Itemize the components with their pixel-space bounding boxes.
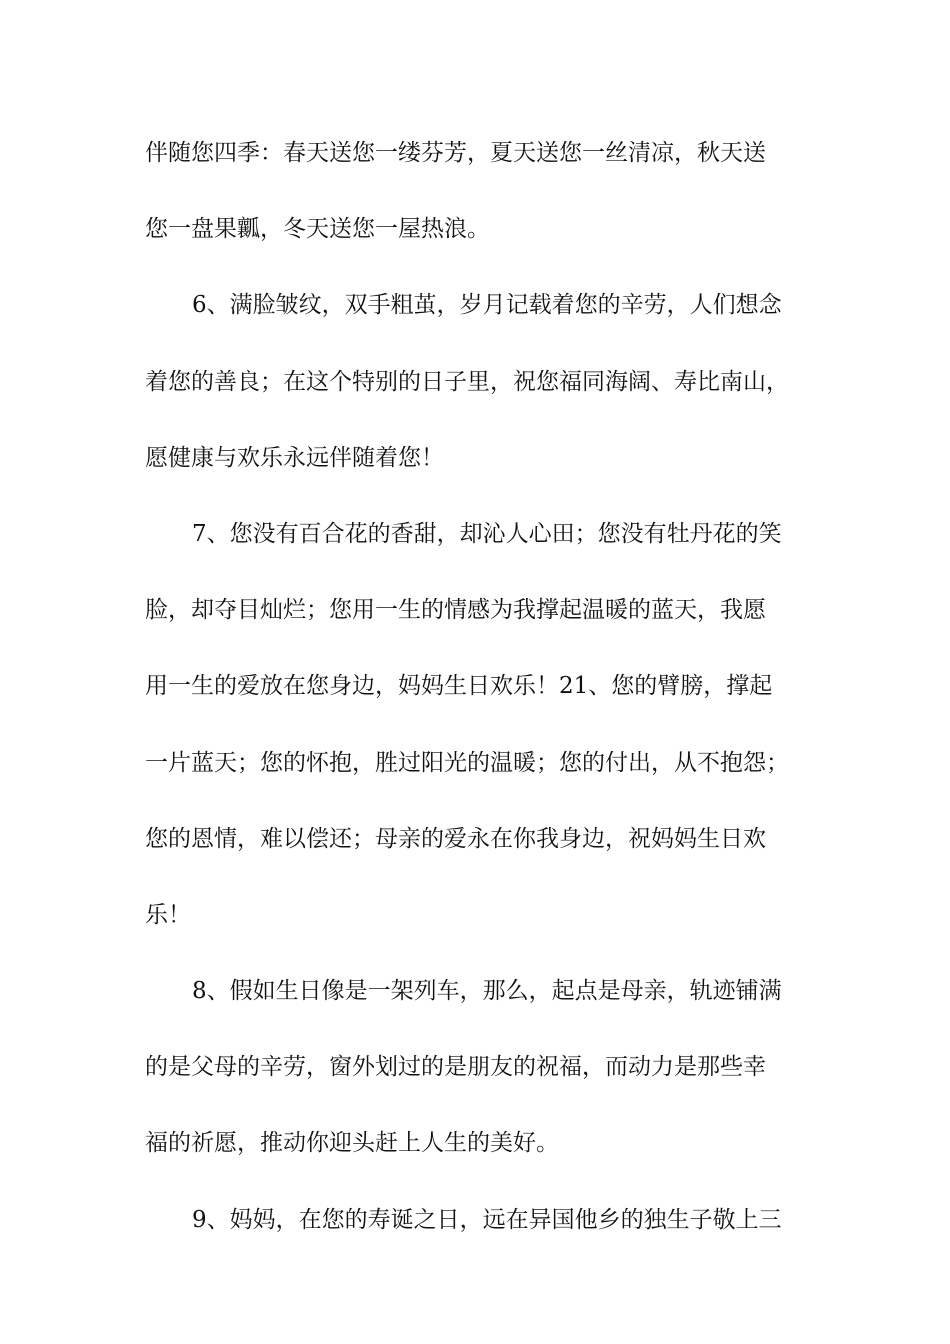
paragraph-7-start: 7、您没有百合花的香甜，却沁人心田；您没有牡丹花的笑	[192, 520, 782, 547]
text-line: 愿健康与欢乐永远伴随着您！	[145, 444, 444, 471]
paragraph-8-start: 8、假如生日像是一架列车，那么，起点是母亲，轨迹铺满	[192, 978, 782, 1005]
text-line: 脸，却夺目灿烂；您用一生的情感为我撑起温暖的蓝天，我愿	[145, 597, 766, 624]
paragraph-9-start: 9、妈妈，在您的寿诞之日，远在异国他乡的独生子敬上三	[192, 1206, 782, 1233]
text-line: 乐！	[145, 901, 191, 928]
paragraph-6-start: 6、满脸皱纹，双手粗茧，岁月记载着您的辛劳，人们想念	[192, 292, 782, 319]
text-line: 用一生的爱放在您身边，妈妈生日欢乐！21、您的臂膀，撑起	[145, 673, 773, 700]
document-body	[145, 131, 810, 1274]
text-line: 您一盘果瓤，冬天送您一屋热浪。	[145, 216, 490, 243]
text-line: 一片蓝天；您的怀抱，胜过阳光的温暖；您的付出，从不抱怨；	[145, 749, 789, 776]
text-line: 伴随您四季：春天送您一缕芬芳，夏天送您一丝清凉，秋天送	[145, 140, 766, 166]
text-line: 的是父母的辛劳，窗外划过的是朋友的祝福，而动力是那些幸	[145, 1054, 766, 1081]
text-line: 您的恩情，难以偿还；母亲的爱永在你我身边，祝妈妈生日欢	[145, 825, 766, 852]
text-line: 福的祈愿，推动你迎头赶上人生的美好。	[145, 1130, 559, 1157]
text-line: 着您的善良；在这个特别的日子里，祝您福同海阔、寿比南山，	[145, 368, 789, 395]
